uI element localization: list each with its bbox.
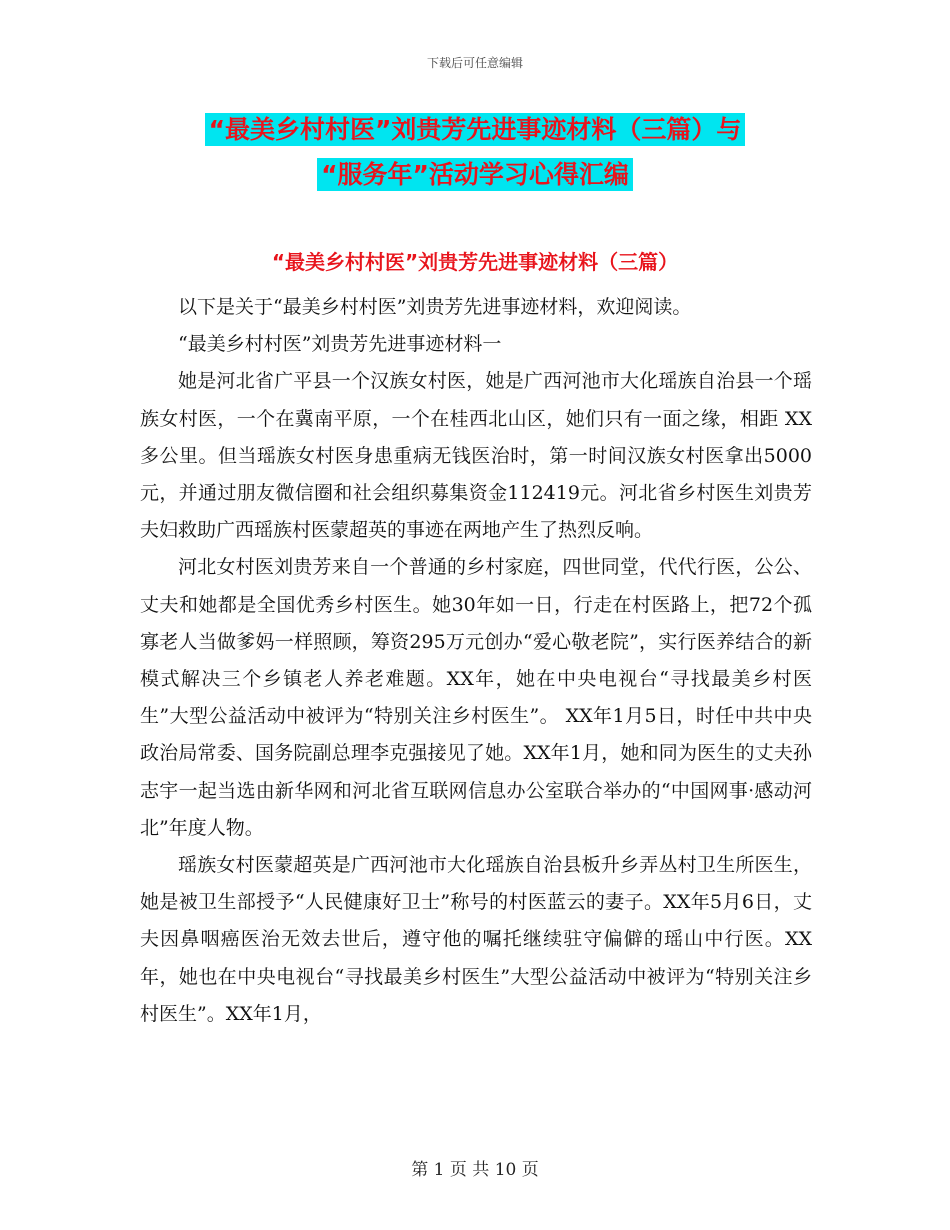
- paragraph-subtitle: “最美乡村村医”刘贵芳先进事迹材料一: [178, 333, 502, 356]
- section-heading: “最美乡村村医”刘贵芳先进事迹材料（三篇）: [271, 250, 679, 274]
- paragraph-intro: 以下是关于“最美乡村村医”刘贵芳先进事迹材料，欢迎阅读。: [178, 296, 692, 318]
- main-title-line-1-text: “最美乡村村医”刘贵芳先进事迹材料（三篇）与: [205, 113, 746, 146]
- main-title-line-1: [0, 113, 950, 147]
- paragraph-3: 瑶族女村医蒙超英是广西河池市大化瑶族自治县板升乡弄丛村卫生所医生，她是被卫生部授予“人民健康好卫士”称号的村医蓝云的妻子。XX年5月6日，丈夫因鼻咽癌医治无效去世后，遵守他的嘱托继续驻守偏僻的瑶山中行医。XX年，她也在中央电视台“寻找最美乡村医生”大型公益活动中被评为“特别关注乡村医生”。XX年1月，: [140, 854, 812, 1025]
- paragraph-2: 河北女村医刘贵芳来自一个普通的乡村家庭，四世同堂，代代行医，公公、丈夫和她都是全国优秀乡村医生。她30年如一日，行走在村医路上，把72个孤寡老人当做爹妈一样照顾，筹资295万元创办“爱心敬老院”，实行医养结合的新模式解决三个乡镇老人养老难题。XX年，她在中央电视台“寻找最美乡村医生”大型公益活动中被评为“特别关注乡村医生”。 XX年1月5日，时任中共中央政治局常委、国务院副总理李克强接见了她。XX年1月，她和同为医生的丈夫孙志宇一起当选由新华网和河北省互联网信息办公室联合举办的“中国网事·感动河北”年度人物。: [140, 556, 812, 839]
- page-footer: 第 1 页 共 10 页: [411, 1160, 539, 1180]
- main-title-line-2-text: “服务年”活动学习心得汇编: [317, 158, 633, 191]
- paragraph-1: 她是河北省广平县一个汉族女村医，她是广西河池市大化瑶族自治县一个瑶族女村医，一个在冀南平原，一个在桂西北山区，她们只有一面之缘，相距 XX 多公里。但当瑶族女村医身患重病无钱医治时，第一时间汉族女村医拿出5000元，并通过朋友微信圈和社会组织募集资金112419元。河北省乡村医生刘贵芳夫妇救助广西瑶族村医蒙超英的事迹在两地产生了热烈反响。: [140, 370, 812, 542]
- header-note: 下载后可任意编辑: [426, 56, 523, 70]
- main-title-line-2: [0, 158, 950, 192]
- document-body: [140, 289, 812, 1033]
